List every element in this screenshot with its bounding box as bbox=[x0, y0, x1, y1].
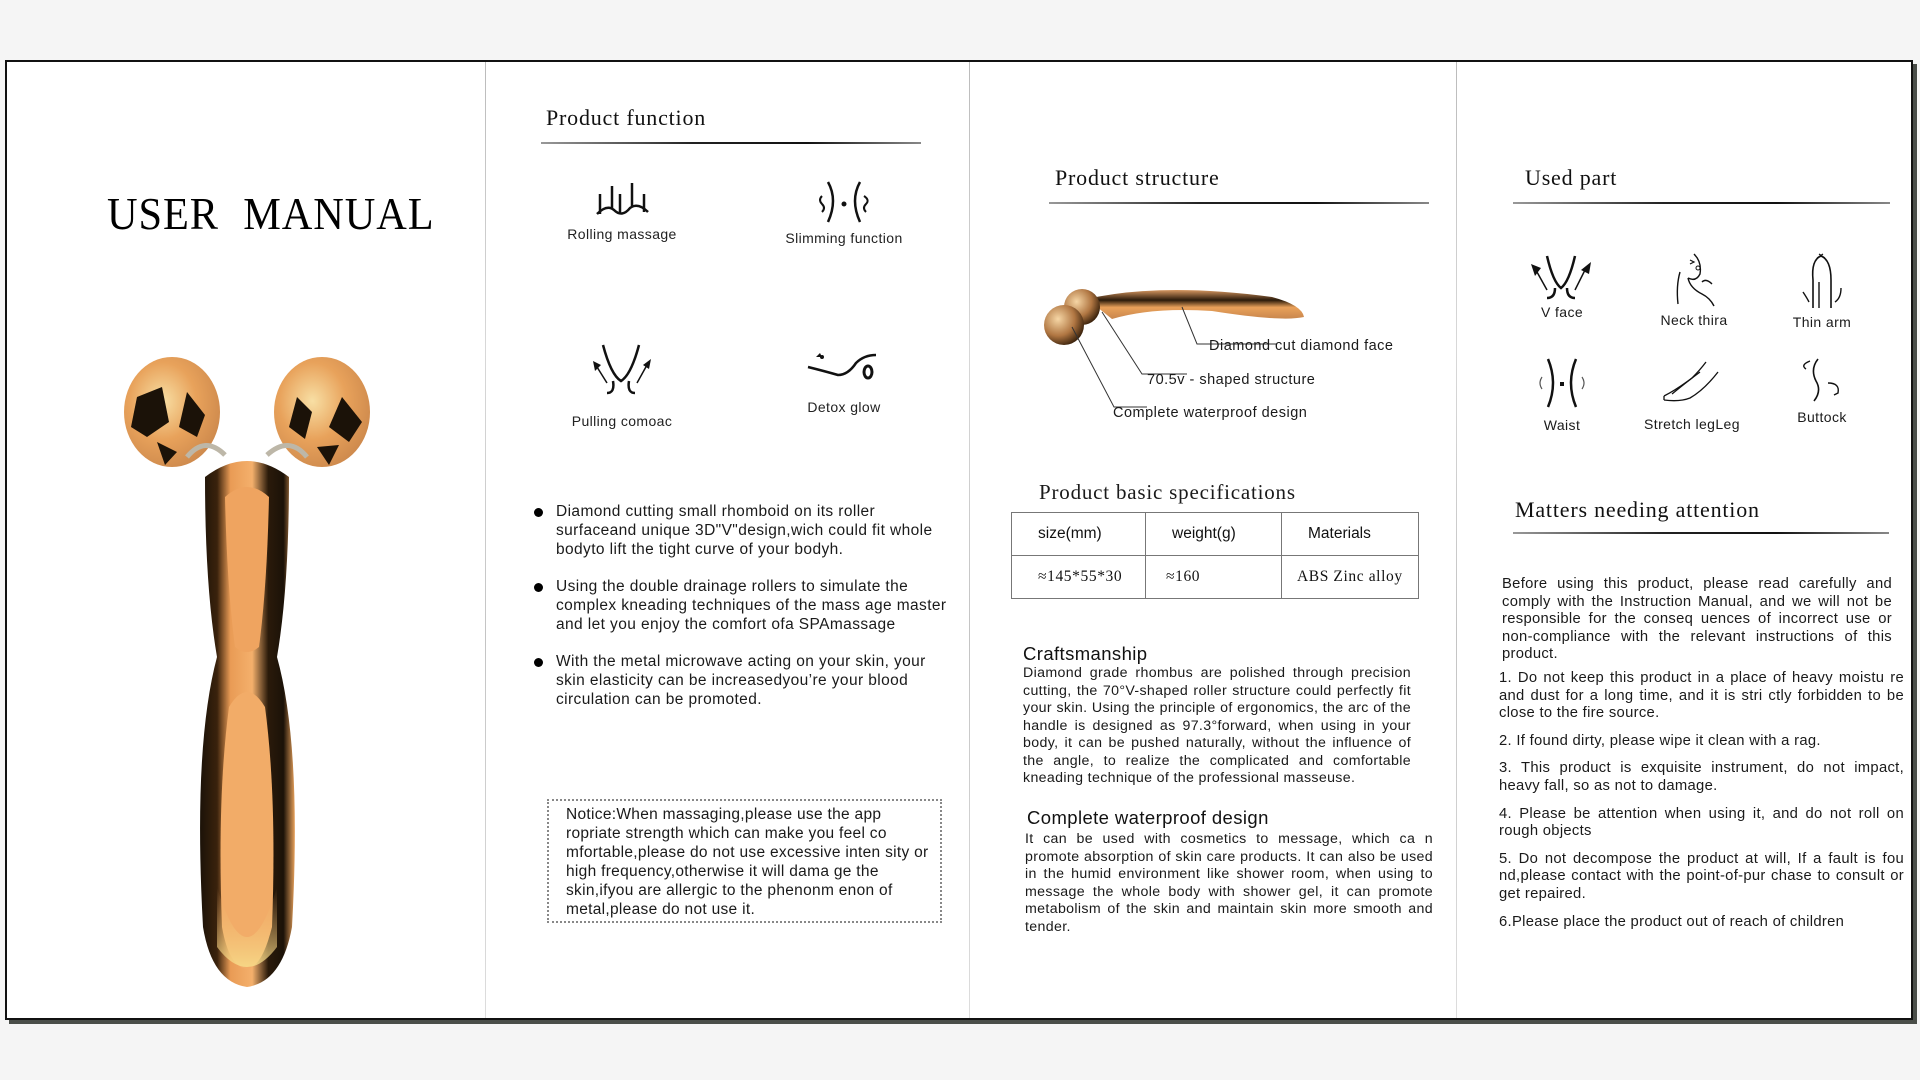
used-part-label: V face bbox=[1540, 304, 1584, 320]
attention-list bbox=[1499, 670, 1904, 941]
function-item-slimming bbox=[764, 180, 924, 246]
specs-table bbox=[1011, 512, 1419, 599]
function-label: Detox glow bbox=[807, 399, 881, 415]
face-roller-icon bbox=[117, 327, 377, 1007]
section-title-product-function: Product function bbox=[546, 105, 707, 130]
attention-intro: Before using this product, please read carefully and comply with the Instruction Manual, and we will not be responsible for the conseq uences of incorrect use or non-compliance with the relevant instructions of this product. bbox=[1502, 576, 1892, 662]
leg-icon bbox=[1660, 360, 1724, 408]
user-manual-sheet bbox=[5, 60, 1913, 1020]
callout-diamond-face: Diamond cut diamond face bbox=[1209, 338, 1394, 354]
table-cell: ABS Zinc alloy bbox=[1282, 556, 1419, 599]
title-underline bbox=[1513, 532, 1889, 534]
used-part-neck bbox=[1639, 252, 1749, 328]
neck-icon bbox=[1666, 252, 1722, 308]
cover-panel bbox=[7, 62, 485, 1018]
function-bullet-list bbox=[532, 502, 952, 727]
waist-icon bbox=[1534, 357, 1590, 409]
panel-separator bbox=[1456, 62, 1457, 1018]
bullet-item: With the metal microwave acting on your skin, your skin elasticity can be increasedyou’re your blood circulation can be promoted. bbox=[532, 652, 952, 709]
title-underline bbox=[1513, 202, 1890, 204]
callout-waterproof: Complete waterproof design bbox=[1113, 405, 1308, 421]
bullet-item: Diamond cutting small rhomboid on its roller surfaceand unique 3D"V"design,wich could fit whole bodyto lift the tight curve of your bodyh. bbox=[532, 502, 952, 559]
table-header: Materials bbox=[1282, 513, 1419, 556]
panel-separator bbox=[969, 62, 970, 1018]
bullet-item: Using the double drainage rollers to simulate the complex kneading techniques of the mass age master and let you enjoy the comfort ofa SPAmassage bbox=[532, 577, 952, 634]
v-face-icon bbox=[1527, 254, 1597, 300]
used-part-thin-arm bbox=[1772, 252, 1872, 330]
title-underline bbox=[541, 142, 921, 144]
table-row bbox=[1012, 556, 1419, 599]
used-part-label: Stretch legLeg bbox=[1644, 416, 1740, 432]
cover-title: USER MANUAL bbox=[107, 188, 435, 239]
waterproof-title: Complete waterproof design bbox=[1027, 807, 1269, 828]
attention-item: 6.Please place the product out of reach of children bbox=[1499, 913, 1845, 930]
specs-title: Product basic specifications bbox=[1039, 480, 1296, 504]
pulling-comoac-icon bbox=[589, 343, 655, 399]
craftsmanship-title: Craftsmanship bbox=[1023, 643, 1148, 664]
attention-item: 3. This product is exquisite instrument, do not impact, heavy fall, so as not to damage. bbox=[1499, 760, 1904, 794]
function-item-rolling-massage bbox=[542, 180, 702, 242]
slimming-function-icon bbox=[814, 180, 874, 224]
used-part-label: Waist bbox=[1543, 417, 1581, 433]
attention-item: 1. Do not keep this product in a place of heavy moistu re and dust for a long time, and it is stri ctly forbidden to be close to the fire source. bbox=[1499, 670, 1904, 722]
function-item-detox bbox=[764, 347, 924, 415]
table-row bbox=[1012, 513, 1419, 556]
thin-arm-icon bbox=[1797, 252, 1847, 310]
function-label: Pulling comoac bbox=[571, 413, 673, 429]
detox-glow-icon bbox=[804, 347, 884, 387]
callout-v-shaped: 70.5v - shaped structure bbox=[1147, 372, 1316, 388]
function-label: Rolling massage bbox=[567, 226, 677, 242]
table-header: weight(g) bbox=[1146, 513, 1282, 556]
function-label: Slimming function bbox=[785, 230, 903, 246]
attention-item: 5. Do not decompose the product at will, If a fault is fou nd,please contact with the point-of-pur chase to consult or get repaired. bbox=[1499, 850, 1904, 902]
used-part-waist bbox=[1512, 357, 1612, 433]
used-part-label: Buttock bbox=[1797, 409, 1847, 425]
title-underline bbox=[1049, 202, 1429, 204]
attention-item: 2. If found dirty, please wipe it clean with a rag. bbox=[1499, 732, 1821, 749]
notice-box: Notice:When massaging,please use the app ropriate strength which can make you feel co mfortable,please do not use excessive inten sity or high frequency,otherwise it will dama ge the skin,ifyou are allergic to the phenonm enon of metal,please do not use it. bbox=[547, 799, 942, 923]
section-title-product-structure: Product structure bbox=[1055, 165, 1220, 190]
table-cell: ≈160 bbox=[1146, 556, 1282, 599]
rolling-massage-icon bbox=[592, 180, 652, 220]
craftsmanship-text: Diamond grade rhombus are polished through precision cutting, the 70°V-shaped roller structure could perfectly fit your skin. Using the principle of ergonomics, the arc of the handle is designed as 97.3°forward, when using in your body, it can be pushed naturally, without the influence of the angle, to realize the complicated and comfortable kneading technique of the professional masseuse. bbox=[1023, 665, 1411, 786]
attention-item: 4. Please be attention when using it, and do not roll on rough objects bbox=[1499, 805, 1904, 840]
table-cell: ≈145*55*30 bbox=[1012, 556, 1146, 599]
function-item-pulling bbox=[542, 343, 702, 429]
table-header: size(mm) bbox=[1012, 513, 1146, 556]
waterproof-text: It can be used with cosmetics to message, which ca n promote absorption of skin care products. It can also be used in the humid environment like shower room, when using to message the whole body with shower gel, it can promote metabolism of the skin and maintain skin more smooth and tender. bbox=[1025, 831, 1433, 935]
used-part-buttock bbox=[1772, 357, 1872, 425]
used-part-leg bbox=[1627, 360, 1757, 432]
used-part-label: Thin arm bbox=[1792, 314, 1852, 330]
section-title-used-part: Used part bbox=[1525, 165, 1618, 190]
used-part-label: Neck thira bbox=[1660, 312, 1728, 328]
used-part-v-face bbox=[1512, 254, 1612, 320]
section-title-attention: Matters needing attention bbox=[1515, 497, 1760, 522]
buttock-icon bbox=[1794, 357, 1850, 405]
